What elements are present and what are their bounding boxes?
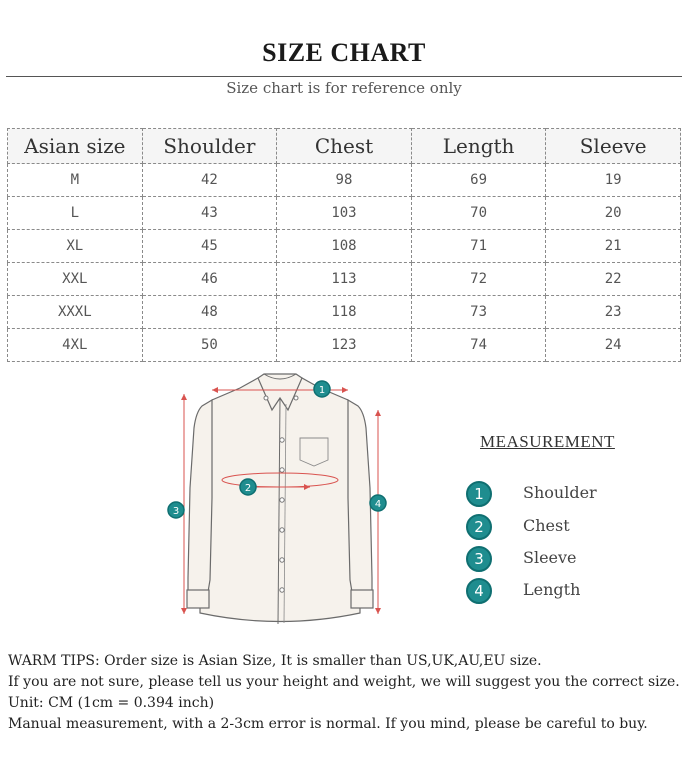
- table-cell: 108: [277, 230, 412, 263]
- tips-line: Manual measurement, with a 2-3cm error is normal. If you mind, please be careful to buy.: [8, 716, 648, 732]
- table-row: [8, 329, 681, 362]
- legend-item-chest: [466, 514, 666, 540]
- legend-marker-2-icon: 2: [466, 514, 492, 540]
- length-arrow-bottom: [375, 608, 381, 614]
- column-header-asian-size: Asian size: [8, 129, 143, 164]
- tips-line: Unit: CM (1cm = 0.394 inch): [8, 695, 215, 711]
- svg-text:2: 2: [244, 483, 252, 494]
- svg-text:1: 1: [318, 385, 326, 396]
- table-cell: XL: [8, 230, 143, 263]
- shoulder-arrow-right: [342, 387, 348, 393]
- legend-label-shoulder: Shoulder: [523, 483, 597, 502]
- marker-2-icon: [240, 479, 256, 495]
- shirt-right-sleeve: [348, 400, 372, 592]
- shirt-button: [280, 468, 284, 472]
- table-cell: 20: [546, 197, 681, 230]
- shirt-button: [280, 498, 284, 502]
- legend-item-sleeve: [466, 546, 666, 572]
- table-cell: 45: [142, 230, 277, 263]
- length-arrow-top: [375, 410, 381, 416]
- warm-tips: [8, 651, 684, 735]
- table-row: [8, 164, 681, 197]
- column-header-chest: Chest: [277, 129, 412, 164]
- legend-marker-1-icon: 1: [466, 481, 492, 507]
- table-cell: XXL: [8, 263, 143, 296]
- marker-1-icon: [314, 381, 330, 397]
- table-cell: XXXL: [8, 296, 143, 329]
- table-cell: 113: [277, 263, 412, 296]
- column-header-length: Length: [411, 129, 546, 164]
- table-cell: 19: [546, 164, 681, 197]
- tips-line: If you are not sure, please tell us your height and weight, we will suggest you the correct size.: [8, 674, 680, 690]
- shirt-button: [280, 438, 284, 442]
- shoulder-arrow-left: [212, 387, 218, 393]
- table-cell: 71: [411, 230, 546, 263]
- shirt-left-sleeve: [188, 400, 212, 592]
- table-cell: 103: [277, 197, 412, 230]
- table-cell: 23: [546, 296, 681, 329]
- table-cell: 123: [277, 329, 412, 362]
- table-cell: 70: [411, 197, 546, 230]
- table-cell: L: [8, 197, 143, 230]
- table-cell: 21: [546, 230, 681, 263]
- legend-marker-4-icon: 4: [466, 578, 492, 604]
- sleeve-arrow-bottom: [181, 608, 187, 614]
- table-cell: 50: [142, 329, 277, 362]
- page-subtitle: Size chart is for reference only: [226, 79, 462, 97]
- table-cell: 118: [277, 296, 412, 329]
- table-row: [8, 230, 681, 263]
- shirt-collar-button: [264, 396, 268, 400]
- legend-label-length: Length: [523, 580, 581, 599]
- table-cell: 43: [142, 197, 277, 230]
- table-cell: 4XL: [8, 329, 143, 362]
- shirt-button: [280, 528, 284, 532]
- column-header-shoulder: Shoulder: [142, 129, 277, 164]
- sleeve-arrow-top: [181, 394, 187, 400]
- table-cell: 74: [411, 329, 546, 362]
- table-cell: 98: [277, 164, 412, 197]
- svg-text:4: 4: [374, 499, 382, 510]
- legend-item-length: [466, 578, 666, 604]
- legend-label-sleeve: Sleeve: [523, 548, 577, 567]
- table-cell: 69: [411, 164, 546, 197]
- shirt-collar-button: [294, 396, 298, 400]
- table-cell: 48: [142, 296, 277, 329]
- legend-marker-3-icon: 3: [466, 546, 492, 572]
- title-divider: [6, 76, 682, 77]
- legend-item-shoulder: [466, 481, 666, 507]
- table-cell: 42: [142, 164, 277, 197]
- table-cell: 73: [411, 296, 546, 329]
- table-row: [8, 263, 681, 296]
- table-row: [8, 296, 681, 329]
- size-chart-table: [7, 128, 681, 362]
- shirt-diagram: [160, 368, 400, 633]
- shirt-button: [280, 588, 284, 592]
- table-cell: 22: [546, 263, 681, 296]
- table-row: [8, 197, 681, 230]
- shirt-button: [280, 558, 284, 562]
- column-header-sleeve: Sleeve: [546, 129, 681, 164]
- svg-text:3: 3: [172, 506, 180, 517]
- legend-label-chest: Chest: [523, 516, 570, 535]
- table-header-row: [8, 129, 681, 164]
- measurement-title: MEASUREMENT: [480, 432, 615, 451]
- shirt-left-cuff: [187, 590, 209, 608]
- table-cell: 24: [546, 329, 681, 362]
- table-cell: 46: [142, 263, 277, 296]
- table-cell: M: [8, 164, 143, 197]
- table-cell: 72: [411, 263, 546, 296]
- tips-line: WARM TIPS: Order size is Asian Size, It is smaller than US,UK,AU,EU size.: [8, 653, 542, 669]
- page-title: SIZE CHART: [262, 38, 426, 67]
- shirt-right-cuff: [351, 590, 373, 608]
- marker-3-icon: [168, 502, 184, 518]
- marker-4-icon: [370, 495, 386, 511]
